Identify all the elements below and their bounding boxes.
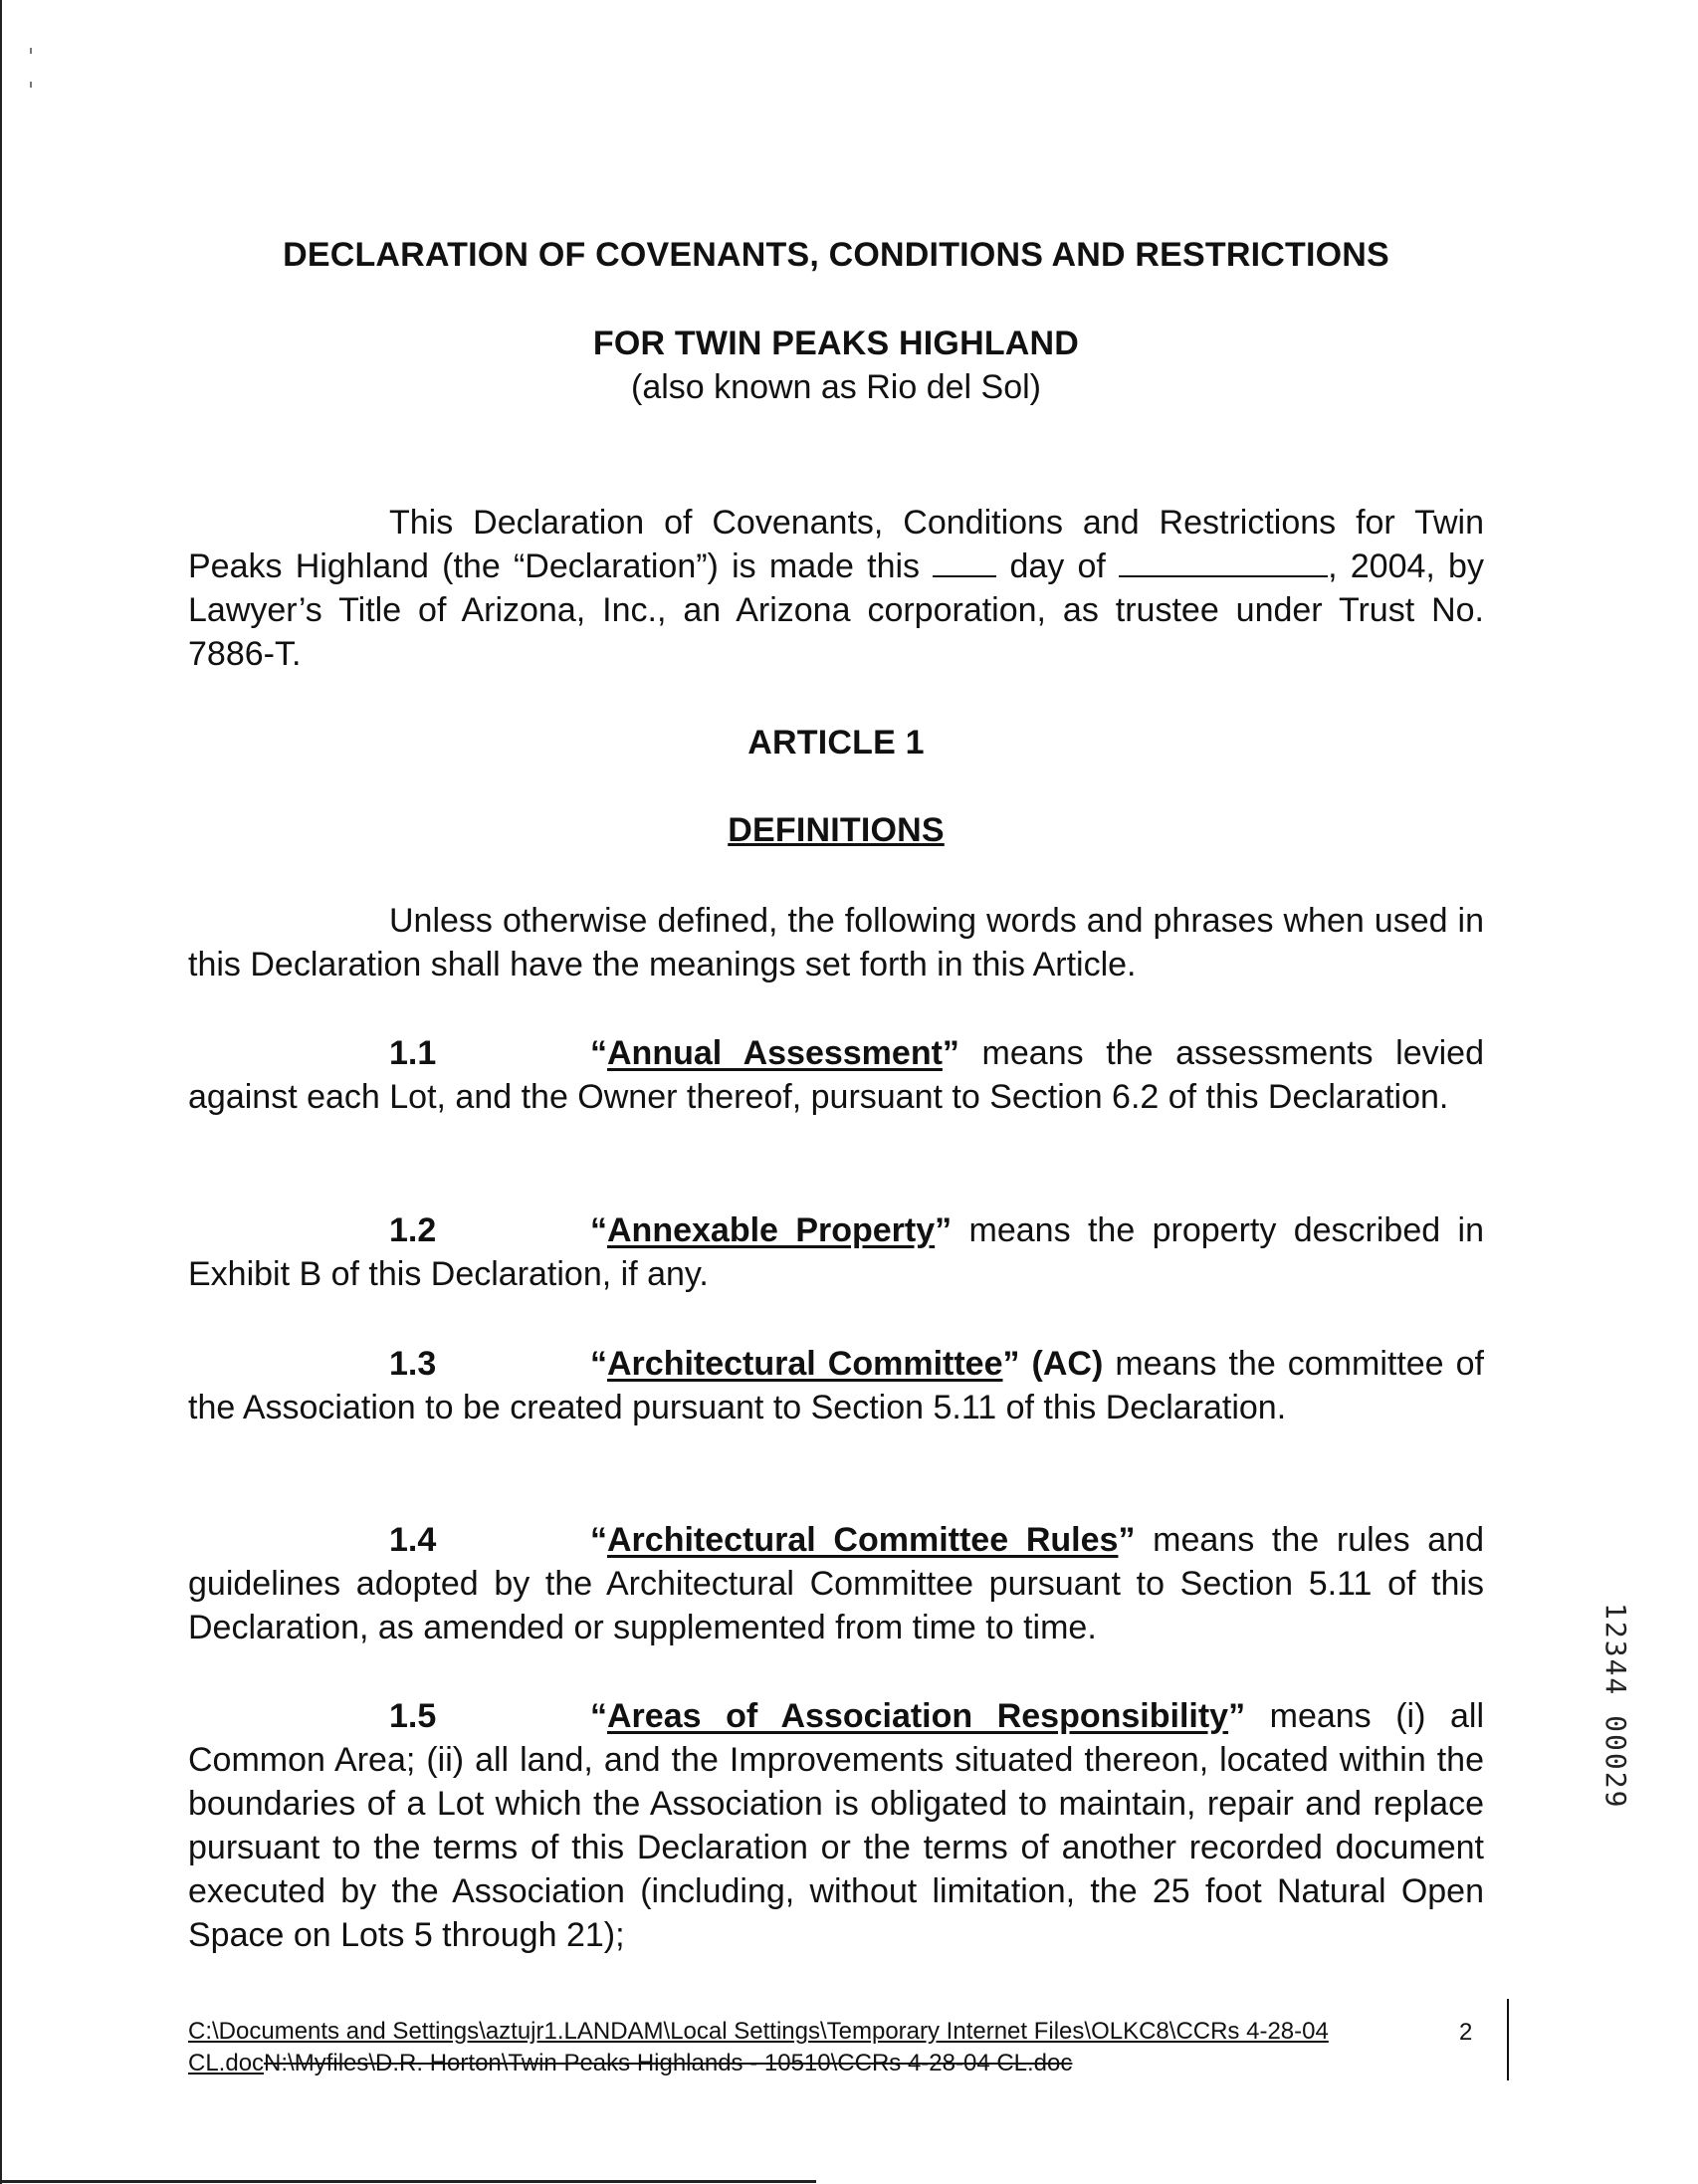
month-blank [1119,547,1328,577]
article-title [0,811,1672,850]
scan-speck [30,82,32,88]
footer-file-path [188,2016,1442,2079]
intro-paragraph [188,501,1484,676]
footer-struck-path: N:\Myfiles\D.R. Horton\Twin Peaks Highlands - 10510\CCRs 4-28-04 CL.doc [264,2050,1073,2076]
definition-number: 1.2 [389,1211,437,1249]
definition-text: means (i) all Common Area; (ii) all land, and the Improvements situated thereon, located within the boundaries of a Lot which the Association is obligated to maintain, repair and replace pursuant to the terms of this Declaration or the terms of another recorded document executed by the Association (including, without limitation, the 25 foot Natural Open Space on Lots 5 through 21); [188,1697,1484,1954]
document-aka: (also known as Rio del Sol) [631,368,1041,406]
definition-item: 1.5 “Areas of Association Responsibility” means (i) all Common Area; (ii) all land, and the Improvements situated thereon, located within the boundaries of a Lot which the Association is obligated to maintain, repair and replace pursuant to the terms of this Declaration or the terms of another recorded document executed by the Association (including, without limitation, the 25 foot Natural Open Space on Lots 5 through 21); [188,1694,1484,1957]
definition-text: means the assessments levied against each Lot, and the Owner thereof, pursuant to Section 6.2 of this Declaration. [188,1034,1484,1116]
intro-text-3: , 2004, by Lawyer’s Title of Arizona, Inc., an Arizona corporation, as trustee under Trust No. 7886-T. [188,547,1484,673]
article-heading: ARTICLE 1 [747,724,925,762]
definition-item: 1.1 “Annual Assessment” means the assessments levied against each Lot, and the Owner thereof, pursuant to Section 6.2 of this Declaration. [188,1031,1484,1119]
scan-speck [30,48,32,54]
document-subtitle: FOR TWIN PEAKS HIGHLAND [592,325,1080,362]
definition-number: 1.1 [389,1034,437,1072]
intro-text-2: day of [1009,547,1106,585]
footer-path: C:\Documents and Settings\aztujr1.LANDAM\Local Settings\Temporary Internet Files\OLKC8\CCRs 4-28-04 CL.doc [188,2018,1329,2076]
definition-term: Architectural Committee Rules [607,1521,1119,1559]
definition-number: 1.3 [389,1345,437,1383]
intro-text-1: This Declaration of Covenants, Conditions and Restrictions for Twin Peaks Highland (the “Declaration”) is made this [188,504,1484,585]
scan-edge-bottom [0,2180,816,2183]
day-blank [933,547,996,577]
definition-item: 1.2 “Annexable Property” means the property described in Exhibit B of this Declaration, if any. [188,1208,1484,1296]
definition-term: Annual Assessment [607,1034,943,1072]
definition-term: Annexable Property [607,1211,936,1249]
definition-term: Architectural Committee [607,1345,1003,1383]
definition-item: 1.4 “Architectural Committee Rules” means the rules and guidelines adopted by the Architectural Committee pursuant to Section 5.11 of this Declaration, as amended or supplemented from time to time. [188,1518,1484,1649]
document-title: DECLARATION OF COVENANTS, CONDITIONS AND RESTRICTIONS [283,236,1389,274]
page-number: 2 [1459,2019,1473,2046]
definition-text: means the rules and guidelines adopted by the Architectural Committee pursuant to Section 5.11 of this Declaration, as amended or supplemented from time to time. [188,1521,1485,1646]
definition-text: means the committee of the Association to be created pursuant to Section 5.11 of this Declaration. [188,1345,1485,1426]
definition-number: 1.4 [389,1521,437,1559]
definition-item: 1.3 “Architectural Committee” (AC) means the committee of the Association to be created pursuant to Section 5.11 of this Declaration. [188,1342,1484,1429]
article-preamble: Unless otherwise defined, the following words and phrases when used in this Declaration shall have the meanings set forth in this Article. [188,902,1484,983]
definition-term: Areas of Association Responsibility [607,1697,1229,1735]
definition-number: 1.5 [389,1697,437,1735]
page-number-bar [1507,1999,1509,2080]
definition-abbr: (AC) [1031,1345,1104,1383]
recording-stamp: 12344 00029 [1599,1603,1632,1810]
definition-text: means the property described in Exhibit B of this Declaration, if any. [188,1211,1484,1293]
article-title-text: DEFINITIONS [728,811,945,849]
